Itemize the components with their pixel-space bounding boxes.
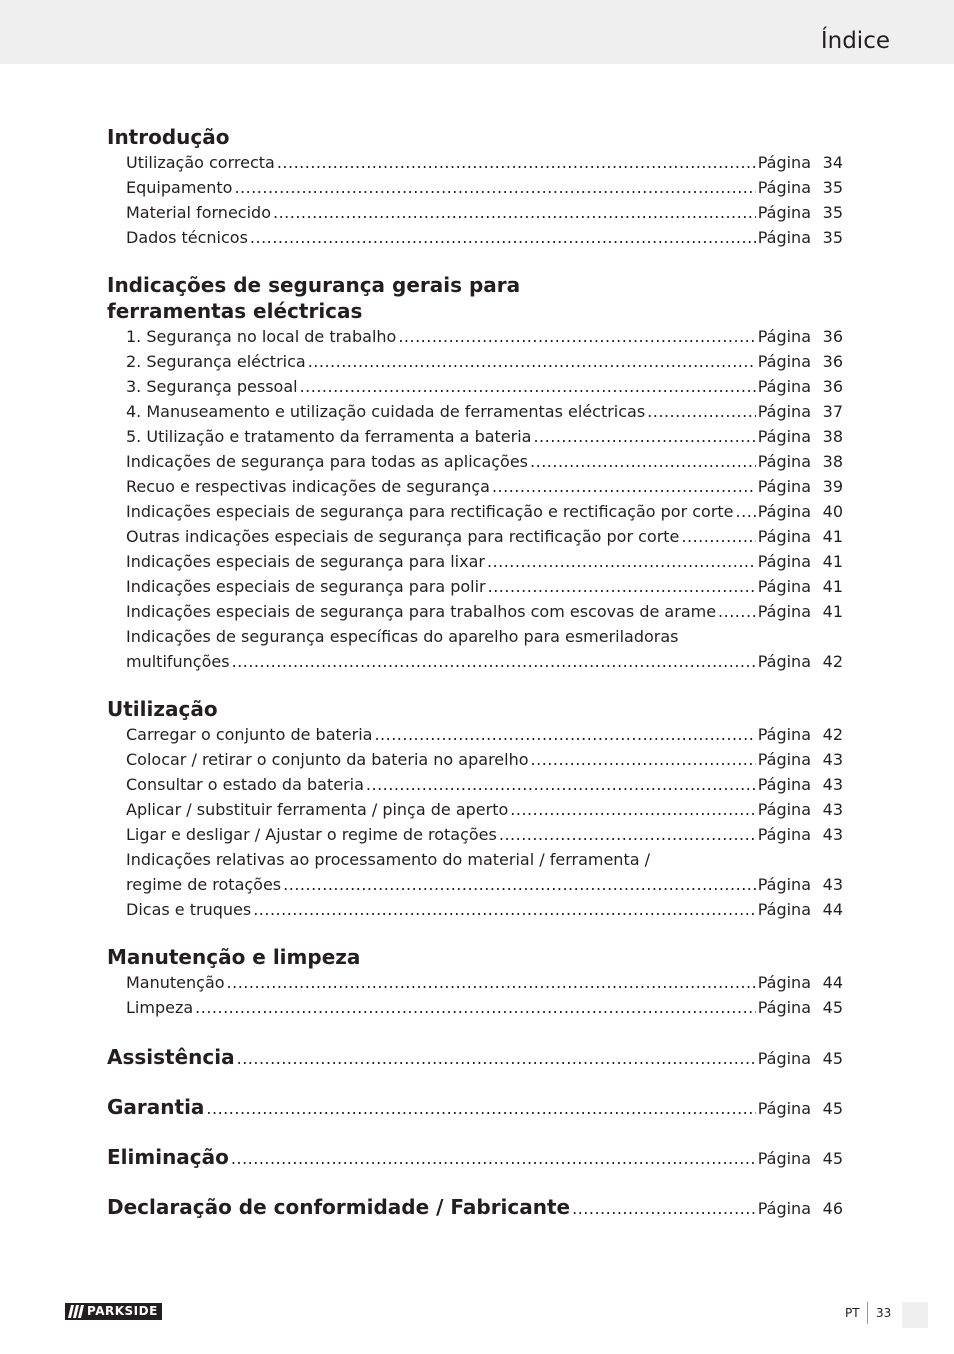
- page-word: Página: [757, 178, 811, 197]
- footer-box: [902, 1302, 928, 1328]
- entry-list: [126, 150, 843, 250]
- leader-dots: [277, 150, 756, 175]
- entry-label: Consultar o estado da bateria: [126, 775, 364, 794]
- section-title[interactable]: Introdução: [107, 125, 230, 149]
- toc-entry[interactable]: [126, 872, 843, 897]
- page-ref: 41: [822, 527, 843, 546]
- leader-dots: [308, 349, 756, 374]
- leader-dots: [487, 549, 756, 574]
- toc-section-single[interactable]: [107, 1044, 843, 1070]
- page-ref: 36: [822, 377, 843, 396]
- toc-entry[interactable]: [126, 574, 843, 599]
- page-word: Página: [757, 900, 811, 919]
- page-word: Página: [757, 402, 811, 421]
- page-word: Página: [757, 1049, 811, 1068]
- leader-dots: [232, 649, 756, 674]
- section-title[interactable]: Manutenção e limpeza: [107, 945, 361, 969]
- leader-dots: [718, 599, 756, 624]
- leader-dots: [647, 399, 756, 424]
- entry-label: Recuo e respectivas indicações de segurança: [126, 477, 490, 496]
- entry-label: Dicas e truques: [126, 900, 252, 919]
- leader-dots: [488, 574, 756, 599]
- logo-stripes-icon: [65, 1303, 85, 1320]
- page-ref: 35: [822, 203, 843, 222]
- page-ref: 43: [822, 825, 843, 844]
- toc-entry[interactable]: [126, 449, 843, 474]
- logo-text: PARKSIDE: [85, 1303, 162, 1320]
- toc-section-single[interactable]: [107, 1194, 843, 1220]
- leader-dots: [681, 524, 755, 549]
- toc-entry[interactable]: [126, 150, 843, 175]
- entry-list: [126, 324, 843, 674]
- entry-label: Indicações de segurança específicas do aparelho para esmeriladoras: [126, 627, 679, 646]
- toc-entry[interactable]: [126, 649, 843, 674]
- toc-section: [107, 272, 843, 674]
- toc-section-single[interactable]: [107, 1144, 843, 1170]
- page-ref: 45: [822, 998, 843, 1017]
- toc-entry[interactable]: [126, 722, 843, 747]
- page-ref: 41: [822, 602, 843, 621]
- page-ref: 43: [822, 875, 843, 894]
- page-ref: 39: [822, 477, 843, 496]
- toc-entry[interactable]: [126, 822, 843, 847]
- entry-label: 4. Manuseamento e utilização cuidada de ferramentas eléctricas: [126, 402, 646, 421]
- entry-label: Indicações especiais de segurança para polir: [126, 577, 486, 596]
- page-word: Página: [757, 577, 811, 596]
- toc-entry[interactable]: [126, 970, 843, 995]
- entry-label: Carregar o conjunto de bateria: [126, 725, 373, 744]
- leader-dots: [530, 449, 756, 474]
- toc-entry[interactable]: [126, 424, 843, 449]
- header-band: [0, 0, 954, 64]
- toc-entry[interactable]: [126, 499, 843, 524]
- page-word: Página: [757, 825, 811, 844]
- page-ref: 36: [822, 352, 843, 371]
- toc-entry[interactable]: [126, 897, 843, 922]
- page-ref: 42: [822, 725, 843, 744]
- page-title: Índice: [820, 28, 890, 54]
- page-word: Página: [757, 800, 811, 819]
- page-ref: 43: [822, 750, 843, 769]
- section-title: Assistência: [107, 1045, 235, 1069]
- page-word: Página: [757, 527, 811, 546]
- page-ref: 35: [822, 178, 843, 197]
- section-title: Declaração de conformidade / Fabricante: [107, 1195, 571, 1219]
- table-of-contents: [107, 124, 843, 1220]
- toc-section-single[interactable]: [107, 1094, 843, 1120]
- page-word: Página: [757, 973, 811, 992]
- entry-label: Indicações de segurança para todas as aplicações: [126, 452, 529, 471]
- toc-section: [107, 944, 843, 1020]
- toc-entry[interactable]: [126, 624, 843, 649]
- page-ref: 45: [822, 1099, 843, 1118]
- entry-label: Indicações especiais de segurança para lixar: [126, 552, 485, 571]
- entry-label: Manutenção: [126, 973, 225, 992]
- entry-label: Limpeza: [126, 998, 194, 1017]
- page-word: Página: [757, 502, 811, 521]
- page-ref: 41: [822, 577, 843, 596]
- section-title: Garantia: [107, 1095, 205, 1119]
- leader-dots: [237, 1046, 756, 1072]
- toc-entry[interactable]: [126, 599, 843, 624]
- entry-label: Colocar / retirar o conjunto da bateria no aparelho: [126, 750, 529, 769]
- entry-label: Equipamento: [126, 178, 233, 197]
- toc-entry[interactable]: [126, 847, 843, 872]
- page-word: Página: [757, 652, 811, 671]
- entry-label: Utilização correcta: [126, 153, 275, 172]
- leader-dots: [736, 499, 756, 524]
- page-ref: 40: [822, 502, 843, 521]
- leader-dots: [250, 225, 756, 250]
- toc-section: [107, 124, 843, 250]
- entry-label: Aplicar / substituir ferramenta / pinça de aperto: [126, 800, 509, 819]
- toc-entry[interactable]: [126, 175, 843, 200]
- leader-dots: [533, 424, 755, 449]
- leader-dots: [366, 772, 756, 797]
- page-word: Página: [757, 452, 811, 471]
- page-ref: 44: [822, 900, 843, 919]
- language-code: PT: [845, 1306, 860, 1320]
- page-ref: 38: [822, 452, 843, 471]
- leader-dots: [227, 970, 756, 995]
- leader-dots: [374, 722, 755, 747]
- entry-label: Indicações especiais de segurança para trabalhos com escovas de arame: [126, 602, 717, 621]
- page-word: Página: [757, 552, 811, 571]
- section-title: Eliminação: [107, 1145, 229, 1169]
- toc-entry[interactable]: [126, 797, 843, 822]
- page-ref: 43: [822, 800, 843, 819]
- page-word: Página: [757, 153, 811, 172]
- footer-divider: [867, 1302, 868, 1324]
- page-word: Página: [757, 775, 811, 794]
- leader-dots: [206, 1096, 755, 1122]
- leader-dots: [572, 1196, 756, 1222]
- page-word: Página: [757, 377, 811, 396]
- toc-entry[interactable]: [126, 349, 843, 374]
- page-word: Página: [757, 725, 811, 744]
- page-word: Página: [757, 1099, 811, 1118]
- leader-dots: [499, 822, 756, 847]
- entry-label: regime de rotações: [126, 875, 282, 894]
- entry-label: Outras indicações especiais de segurança para rectificação por corte: [126, 527, 680, 546]
- toc-entry[interactable]: [126, 225, 843, 250]
- page-word: Página: [757, 477, 811, 496]
- page-ref: 37: [822, 402, 843, 421]
- section-title[interactable]: ferramentas eléctricas: [107, 299, 363, 323]
- leader-dots: [231, 1146, 756, 1172]
- leader-dots: [273, 200, 756, 225]
- page-ref: 43: [822, 775, 843, 794]
- toc-entry[interactable]: [126, 772, 843, 797]
- page-word: Página: [757, 352, 811, 371]
- entry-label: Material fornecido: [126, 203, 271, 222]
- page-word: Página: [757, 875, 811, 894]
- section-title[interactable]: Utilização: [107, 697, 218, 721]
- page-word: Página: [757, 750, 811, 769]
- page-word: Página: [757, 998, 811, 1017]
- entry-label: 5. Utilização e tratamento da ferramenta a bateria: [126, 427, 532, 446]
- entry-label: Ligar e desligar / Ajustar o regime de rotações: [126, 825, 497, 844]
- toc-entry[interactable]: [126, 200, 843, 225]
- toc-entry[interactable]: [126, 399, 843, 424]
- page-ref: 46: [822, 1199, 843, 1218]
- leader-dots: [492, 474, 756, 499]
- entry-list: [126, 722, 843, 922]
- entry-list: [126, 970, 843, 1020]
- page-number: 33: [876, 1306, 892, 1320]
- leader-dots: [300, 374, 756, 399]
- page-word: Página: [757, 203, 811, 222]
- page-ref: 36: [822, 327, 843, 346]
- entry-label: 1. Segurança no local de trabalho: [126, 327, 397, 346]
- page-word: Página: [757, 1199, 811, 1218]
- toc-entry[interactable]: [126, 374, 843, 399]
- page-ref: 44: [822, 973, 843, 992]
- entry-label: Indicações relativas ao processamento do material / ferramenta /: [126, 850, 650, 869]
- section-title[interactable]: Indicações de segurança gerais para: [107, 273, 521, 297]
- leader-dots: [195, 995, 756, 1020]
- page-ref: 38: [822, 427, 843, 446]
- page-ref: 41: [822, 552, 843, 571]
- page-ref: 42: [822, 652, 843, 671]
- toc-entry[interactable]: [126, 995, 843, 1020]
- toc-section: [107, 696, 843, 922]
- page-word: Página: [757, 228, 811, 247]
- parkside-logo: [65, 1303, 162, 1320]
- leader-dots: [398, 324, 755, 349]
- page-word: Página: [757, 327, 811, 346]
- leader-dots: [234, 175, 755, 200]
- entry-label: 3. Segurança pessoal: [126, 377, 298, 396]
- leader-dots: [510, 797, 755, 822]
- entry-label: 2. Segurança eléctrica: [126, 352, 306, 371]
- leader-dots: [283, 872, 756, 897]
- leader-dots: [531, 747, 756, 772]
- leader-dots: [253, 897, 756, 922]
- page-ref: 45: [822, 1149, 843, 1168]
- page-word: Página: [757, 1149, 811, 1168]
- page-ref: 35: [822, 228, 843, 247]
- toc-entry[interactable]: [126, 524, 843, 549]
- page-ref: 45: [822, 1049, 843, 1068]
- toc-entry[interactable]: [126, 549, 843, 574]
- page-ref: 34: [822, 153, 843, 172]
- toc-entry[interactable]: [126, 474, 843, 499]
- toc-entry[interactable]: [126, 324, 843, 349]
- entry-label: multifunções: [126, 652, 230, 671]
- page-word: Página: [757, 602, 811, 621]
- entry-label: Dados técnicos: [126, 228, 248, 247]
- page-word: Página: [757, 427, 811, 446]
- entry-label: Indicações especiais de segurança para rectificação e rectificação por corte: [126, 502, 734, 521]
- toc-entry[interactable]: [126, 747, 843, 772]
